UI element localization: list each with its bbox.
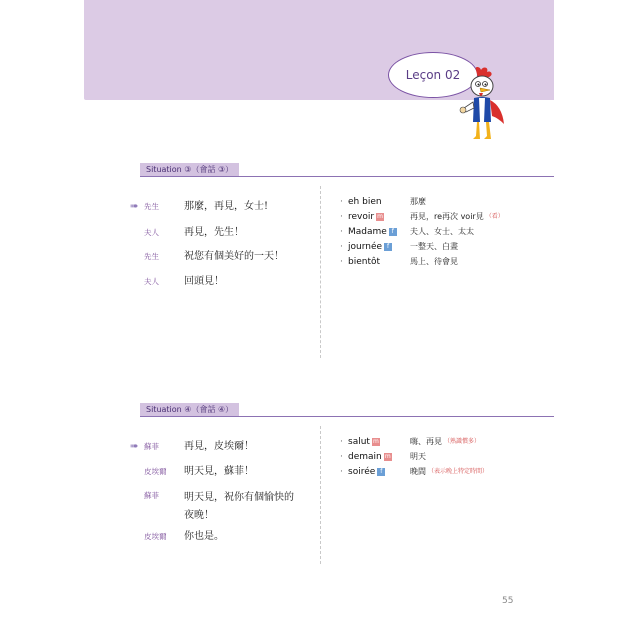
vocab-meaning: 明天 [410, 452, 426, 461]
speaker-name: 夫人 [144, 228, 159, 237]
speaker-name: 先生 [144, 252, 159, 261]
vocab-item: · eh bien 那麼 [340, 197, 426, 207]
dialogue-text: 那麼，再見，女士! [184, 201, 269, 212]
dialogue-line [130, 440, 294, 454]
rooster-mascot-icon [454, 66, 514, 146]
gender-masculine-icon: m [384, 453, 391, 460]
dialogue-line [130, 530, 294, 544]
lesson-title: Leçon 02 [405, 68, 461, 82]
dialogue-text: 明天見，蘇菲！ [184, 466, 254, 477]
vocab-meaning: 嗨、再見 [410, 437, 442, 446]
audio-arrow-icon[interactable]: ➠ [130, 441, 139, 452]
vocab-word: eh bien [348, 197, 382, 207]
dialogue-line [130, 489, 294, 525]
vocab-meaning: 那麼 [410, 197, 426, 206]
vocab-item: · Madame f 夫人、女士、太太 [340, 227, 474, 237]
section-rule [140, 416, 554, 417]
gender-masculine-icon: m [373, 438, 379, 445]
gender-masculine-icon: m [377, 213, 383, 220]
vocab-word: bientôt [348, 257, 381, 267]
speaker-name: 夫人 [144, 277, 159, 286]
speaker-name: 皮埃爾 [144, 532, 167, 541]
vocab-meaning: 再見，re再次 voir見 [410, 212, 484, 221]
vocab-word: revoir [348, 212, 375, 222]
dialogue-text: 再見，先生！ [184, 227, 244, 238]
column-divider [320, 186, 321, 358]
dialogue-line [130, 250, 294, 264]
audio-arrow-icon[interactable]: ➠ [130, 201, 139, 212]
speaker-name: 蘇菲 [144, 442, 159, 451]
column-divider [320, 426, 321, 564]
vocab-item: · soirée f 晚間 （表示晚上特定時間） [340, 467, 489, 477]
gender-feminine-icon: f [384, 243, 392, 251]
dialogue-text: 祝您有個美好的一天！ [184, 251, 284, 262]
speaker-name: 先生 [144, 202, 159, 211]
vocab-meaning: 晚間 [410, 467, 426, 476]
vocab-meaning: 馬上、待會見 [410, 257, 458, 266]
page-number: 55 [502, 596, 514, 606]
dialogue-text: 回頭見！ [184, 276, 224, 287]
vocab-item: · salut m 嗨、再見 （熟識慣多） [340, 437, 481, 447]
dialogue-line [130, 465, 294, 479]
vocab-item: · bientôt 馬上、待會見 [340, 257, 458, 267]
vocab-word: journée [348, 242, 383, 252]
dialogue-line [130, 200, 294, 214]
section-tag-situation-3: Situation ③（會話 ③） [140, 163, 239, 177]
vocab-word: demain [348, 452, 382, 462]
vocab-note: （表示晚上特定時間） [428, 468, 489, 475]
vocab-word: salut [348, 437, 370, 447]
vocab-item: · journée f 一整天、白晝 [340, 242, 458, 252]
vocab-note: （看） [485, 213, 504, 220]
vocab-note: （熟識慣多） [444, 438, 481, 445]
vocab-meaning: 夫人、女士、太太 [410, 227, 474, 236]
vocab-word: Madame [348, 227, 387, 237]
dialogue-text: 明天見，祝你有個愉快的夜晚！ [184, 492, 294, 521]
speaker-name: 蘇菲 [144, 491, 159, 500]
vocab-word: soirée [348, 467, 376, 477]
vocab-item: · revoir m 再見，re再次 voir見 （看） [340, 212, 504, 222]
dialogue-text: 你也是。 [184, 531, 224, 542]
dialogue-line [130, 275, 294, 289]
section-rule [140, 176, 554, 177]
gender-feminine-icon: f [377, 468, 385, 476]
dialogue-text: 再見，皮埃爾！ [184, 441, 254, 452]
vocab-meaning: 一整天、白晝 [410, 242, 458, 251]
dialogue-line [130, 226, 294, 240]
vocab-item: · demain m 明天 [340, 452, 426, 462]
section-tag-situation-4: Situation ④（會話 ④） [140, 403, 239, 417]
gender-feminine-icon: f [389, 228, 397, 236]
speaker-name: 皮埃爾 [144, 467, 167, 476]
